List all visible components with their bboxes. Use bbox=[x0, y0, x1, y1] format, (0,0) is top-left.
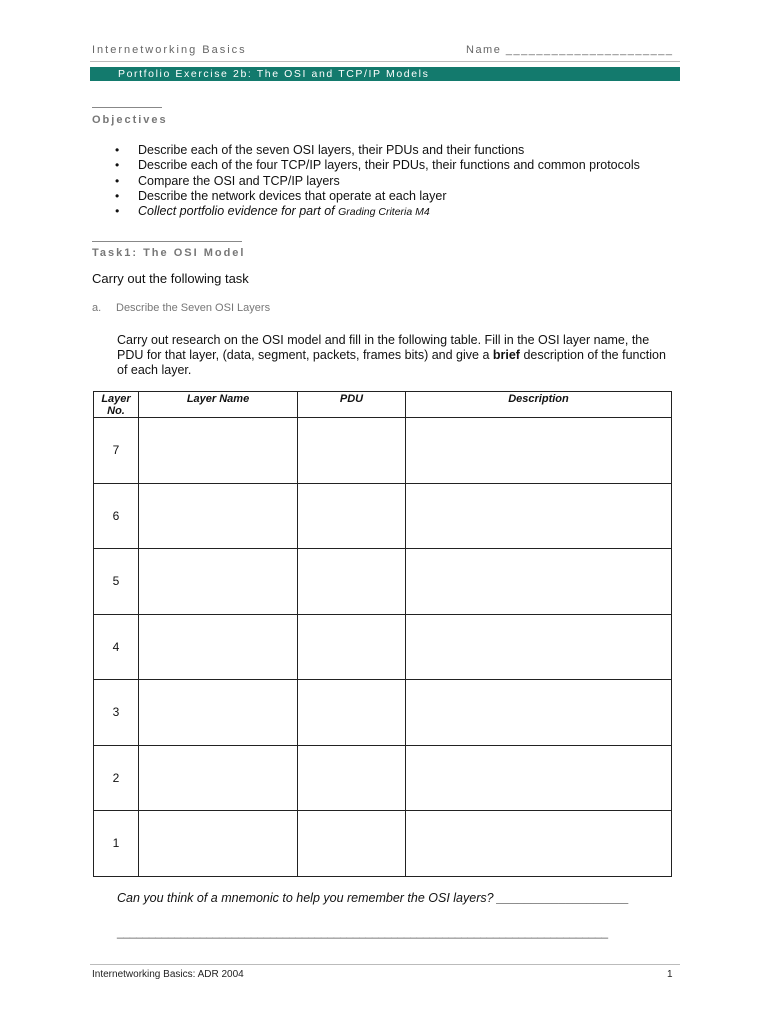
exercise-banner bbox=[90, 67, 680, 81]
layer-number: 1 bbox=[94, 811, 139, 877]
table-row bbox=[94, 680, 672, 746]
mnemonic-answer-line[interactable]: _____________________________________________________________________________ bbox=[117, 925, 608, 939]
col-header-pdu: PDU bbox=[298, 392, 406, 418]
table-row bbox=[94, 549, 672, 615]
pdu-cell[interactable] bbox=[298, 549, 406, 615]
layer-number: 7 bbox=[94, 418, 139, 484]
objective-item: • Describe each of the seven OSI layers, their PDUs and their functions bbox=[112, 143, 640, 158]
col-header-description: Description bbox=[406, 392, 672, 418]
paragraph-text: Carry out research on the OSI model and fill in the following table. Fill in the OSI layer name, the PDU for that layer, (data, segment, packets, frames bits) and give a bbox=[117, 333, 650, 362]
task1-rule bbox=[92, 241, 242, 242]
name-field-label: Name ______________________ bbox=[466, 44, 674, 56]
pdu-cell[interactable] bbox=[298, 418, 406, 484]
task-paragraph bbox=[117, 333, 677, 378]
table-row bbox=[94, 745, 672, 811]
objective-item-evidence bbox=[112, 204, 640, 219]
layer-number: 5 bbox=[94, 549, 139, 615]
layer-name-cell[interactable] bbox=[139, 745, 298, 811]
layer-number: 6 bbox=[94, 483, 139, 549]
pdu-cell[interactable] bbox=[298, 680, 406, 746]
description-cell[interactable] bbox=[406, 418, 672, 484]
objective-item: • Compare the OSI and TCP/IP layers bbox=[112, 174, 640, 189]
table-row bbox=[94, 483, 672, 549]
layer-name-cell[interactable] bbox=[139, 418, 298, 484]
pdu-cell[interactable] bbox=[298, 483, 406, 549]
subtask-title: Describe the Seven OSI Layers bbox=[116, 302, 271, 314]
layer-name-cell[interactable] bbox=[139, 549, 298, 615]
table-header-row bbox=[94, 392, 672, 418]
osi-table bbox=[93, 391, 672, 877]
exercise-title: Portfolio Exercise 2b: The OSI and TCP/IP Models bbox=[118, 68, 430, 80]
table-row bbox=[94, 614, 672, 680]
description-cell[interactable] bbox=[406, 614, 672, 680]
description-cell[interactable] bbox=[406, 483, 672, 549]
layer-no-line2: No. bbox=[107, 405, 125, 417]
objectives-heading: Objectives bbox=[92, 114, 168, 126]
description-cell[interactable] bbox=[406, 745, 672, 811]
layer-name-cell[interactable] bbox=[139, 680, 298, 746]
page-number: 1 bbox=[667, 969, 673, 980]
subtask-letter: a. bbox=[92, 302, 102, 314]
objectives-list bbox=[112, 143, 640, 219]
grading-criteria: Grading Criteria M4 bbox=[338, 206, 430, 219]
pdu-cell[interactable] bbox=[298, 811, 406, 877]
task1-heading: Task1: The OSI Model bbox=[92, 247, 246, 259]
layer-name-cell[interactable] bbox=[139, 614, 298, 680]
header-title: Internetworking Basics bbox=[92, 44, 247, 56]
table-row bbox=[94, 811, 672, 877]
objective-item: • Describe each of the four TCP/IP layers, their PDUs, their functions and common protocols bbox=[112, 158, 640, 173]
footer-text: Internetworking Basics: ADR 2004 bbox=[92, 969, 244, 980]
pdu-cell[interactable] bbox=[298, 745, 406, 811]
col-header-layer-no bbox=[94, 392, 139, 418]
task-instruction: Carry out the following task bbox=[92, 271, 249, 286]
header-divider bbox=[90, 61, 680, 62]
evidence-text: Collect portfolio evidence for part of bbox=[138, 204, 339, 219]
layer-name-cell[interactable] bbox=[139, 811, 298, 877]
layer-number: 4 bbox=[94, 614, 139, 680]
col-header-layer-name: Layer Name bbox=[139, 392, 298, 418]
description-cell[interactable] bbox=[406, 811, 672, 877]
table-row bbox=[94, 418, 672, 484]
paragraph-bold: brief bbox=[492, 348, 520, 362]
footer-divider bbox=[90, 964, 680, 965]
pdu-cell[interactable] bbox=[298, 614, 406, 680]
objectives-rule bbox=[92, 107, 162, 108]
layer-number: 2 bbox=[94, 745, 139, 811]
description-cell[interactable] bbox=[406, 549, 672, 615]
layer-number: 3 bbox=[94, 680, 139, 746]
subtask-a bbox=[92, 302, 271, 314]
objective-item: • Describe the network devices that operate at each layer bbox=[112, 189, 640, 204]
description-cell[interactable] bbox=[406, 680, 672, 746]
layer-name-cell[interactable] bbox=[139, 483, 298, 549]
mnemonic-question: Can you think of a mnemonic to help you remember the OSI layers? ___________________ bbox=[117, 891, 630, 905]
paragraph-text-end: description of the function of each layer. bbox=[117, 348, 666, 377]
layer-no-line1: Layer bbox=[101, 393, 131, 405]
